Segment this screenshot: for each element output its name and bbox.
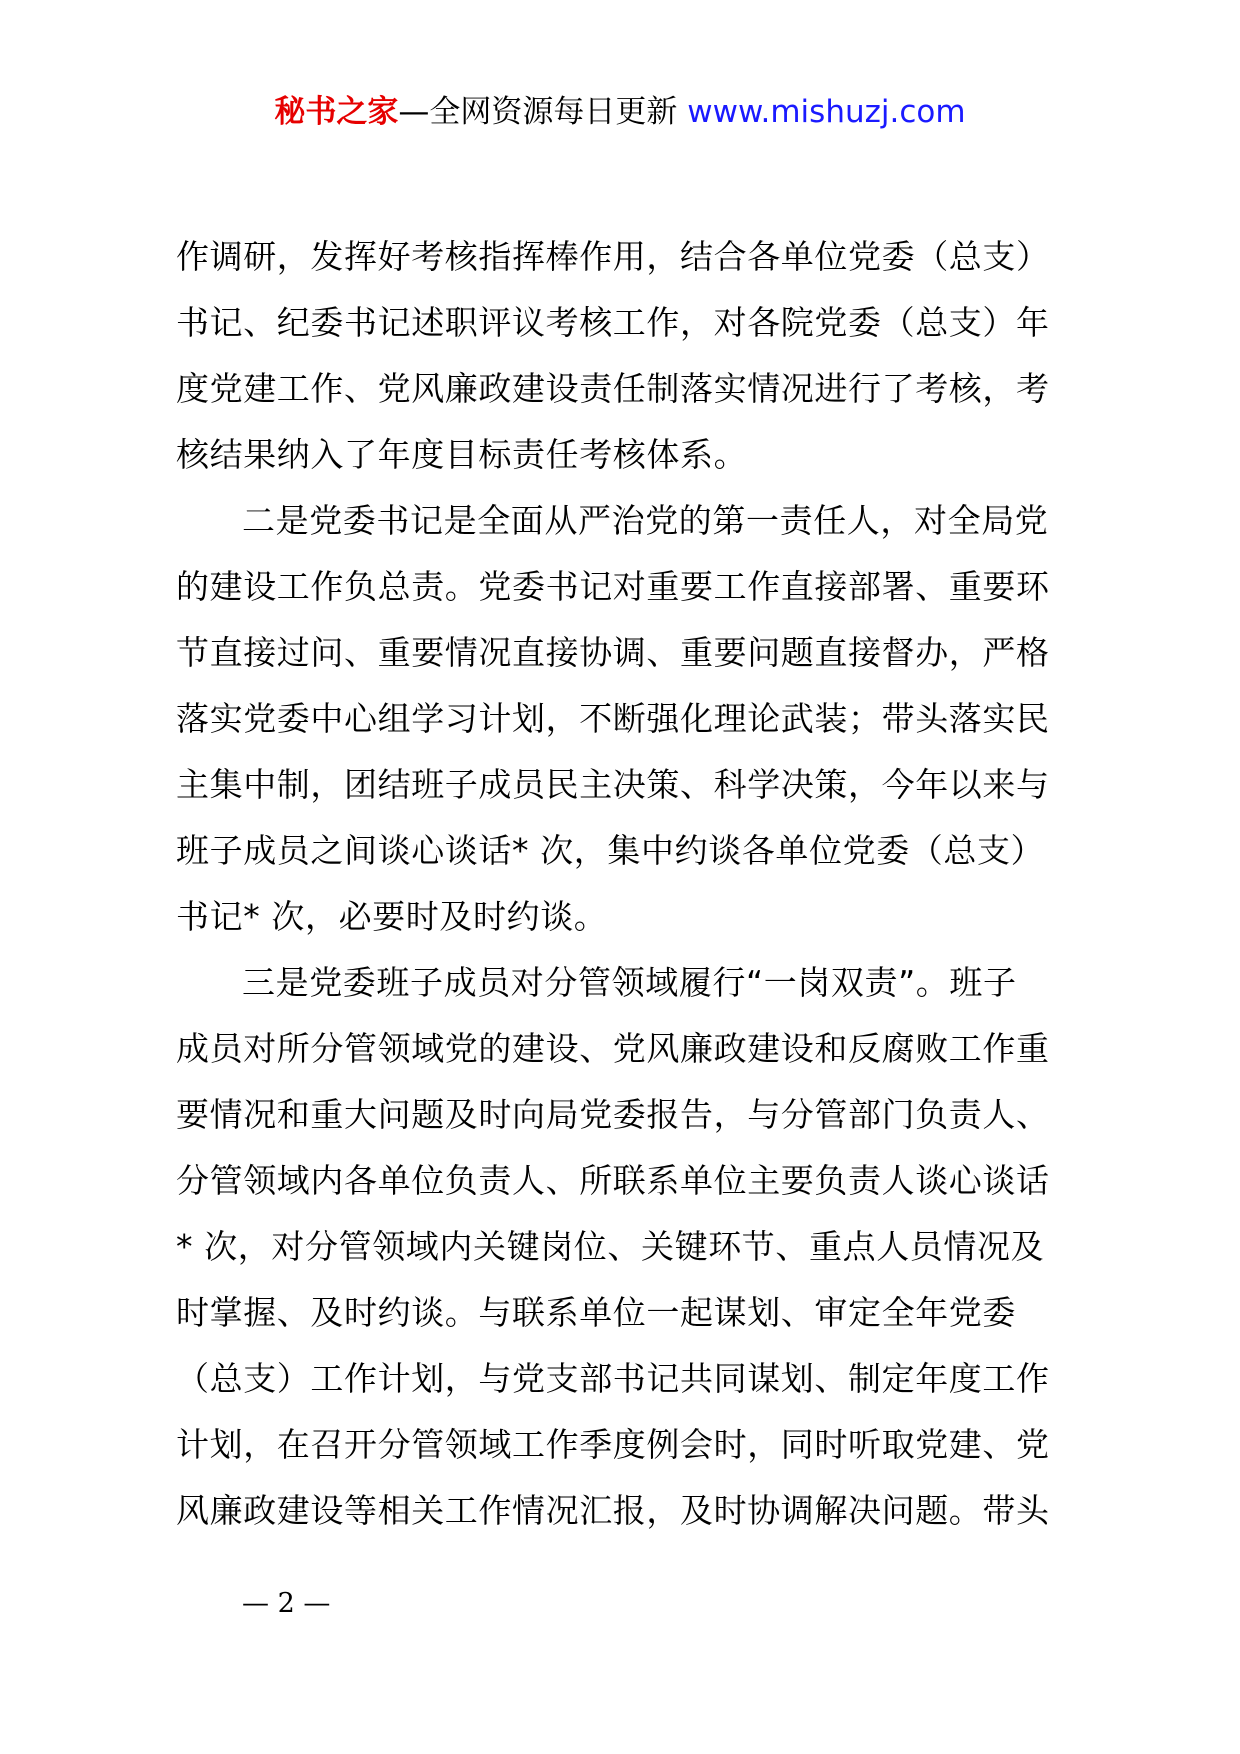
text-line: 成员对所分管领域党的建设、党风廉政建设和反腐败工作重 <box>176 1029 1050 1068</box>
site-header <box>0 92 1240 132</box>
text-line: 作调研，发挥好考核指挥棒作用，结合各单位党委（总支） <box>176 237 1050 276</box>
text-line: 班子成员之间谈心谈话* 次，集中约谈各单位党委（总支） <box>176 831 1045 870</box>
text-line: 节直接过问、重要情况直接协调、重要问题直接督办，严格 <box>176 633 1050 672</box>
text-line: 要情况和重大问题及时向局党委报告，与分管部门负责人、 <box>176 1095 1050 1134</box>
text-line: 书记* 次，必要时及时约谈。 <box>176 897 608 936</box>
text-line: 核结果纳入了年度目标责任考核体系。 <box>176 435 748 474</box>
text-line: （总支）工作计划，与党支部书记共同谋划、制定年度工作 <box>176 1359 1050 1398</box>
paragraph-start-line: 二是党委书记是全面从严治党的第一责任人，对全局党 <box>242 501 1049 540</box>
text-line: 书记、纪委书记述职评议考核工作，对各院党委（总支）年 <box>176 303 1050 342</box>
text-line: 风廉政建设等相关工作情况汇报，及时协调解决问题。带头 <box>176 1491 1050 1530</box>
text-line: 的建设工作负总责。党委书记对重要工作直接部署、重要环 <box>176 567 1050 606</box>
site-url-link[interactable]: www.mishuzj.com <box>687 94 966 130</box>
text-line: 主集中制，团结班子成员民主决策、科学决策，今年以来与 <box>176 765 1050 804</box>
document-body <box>176 224 1066 1544</box>
site-brand: 秘书之家 <box>274 94 399 130</box>
text-line: 落实党委中心组学习计划，不断强化理论武装；带头落实民 <box>176 699 1050 738</box>
text-line: 度党建工作、党风廉政建设责任制落实情况进行了考核，考 <box>176 369 1050 408</box>
page-number: — 2 — <box>242 1588 331 1619</box>
paragraph-start-line: 三是党委班子成员对分管领域履行“一岗双责”。班子 <box>242 963 1017 1002</box>
text-line: 计划，在召开分管领域工作季度例会时，同时听取党建、党 <box>176 1425 1050 1464</box>
site-tagline: —全网资源每日更新 <box>398 94 678 130</box>
text-line: 分管领域内各单位负责人、所联系单位主要负责人谈心谈话 <box>176 1161 1050 1200</box>
text-line: * 次，对分管领域内关键岗位、关键环节、重点人员情况及 <box>176 1227 1045 1266</box>
text-line: 时掌握、及时约谈。与联系单位一起谋划、审定全年党委 <box>176 1293 1016 1332</box>
